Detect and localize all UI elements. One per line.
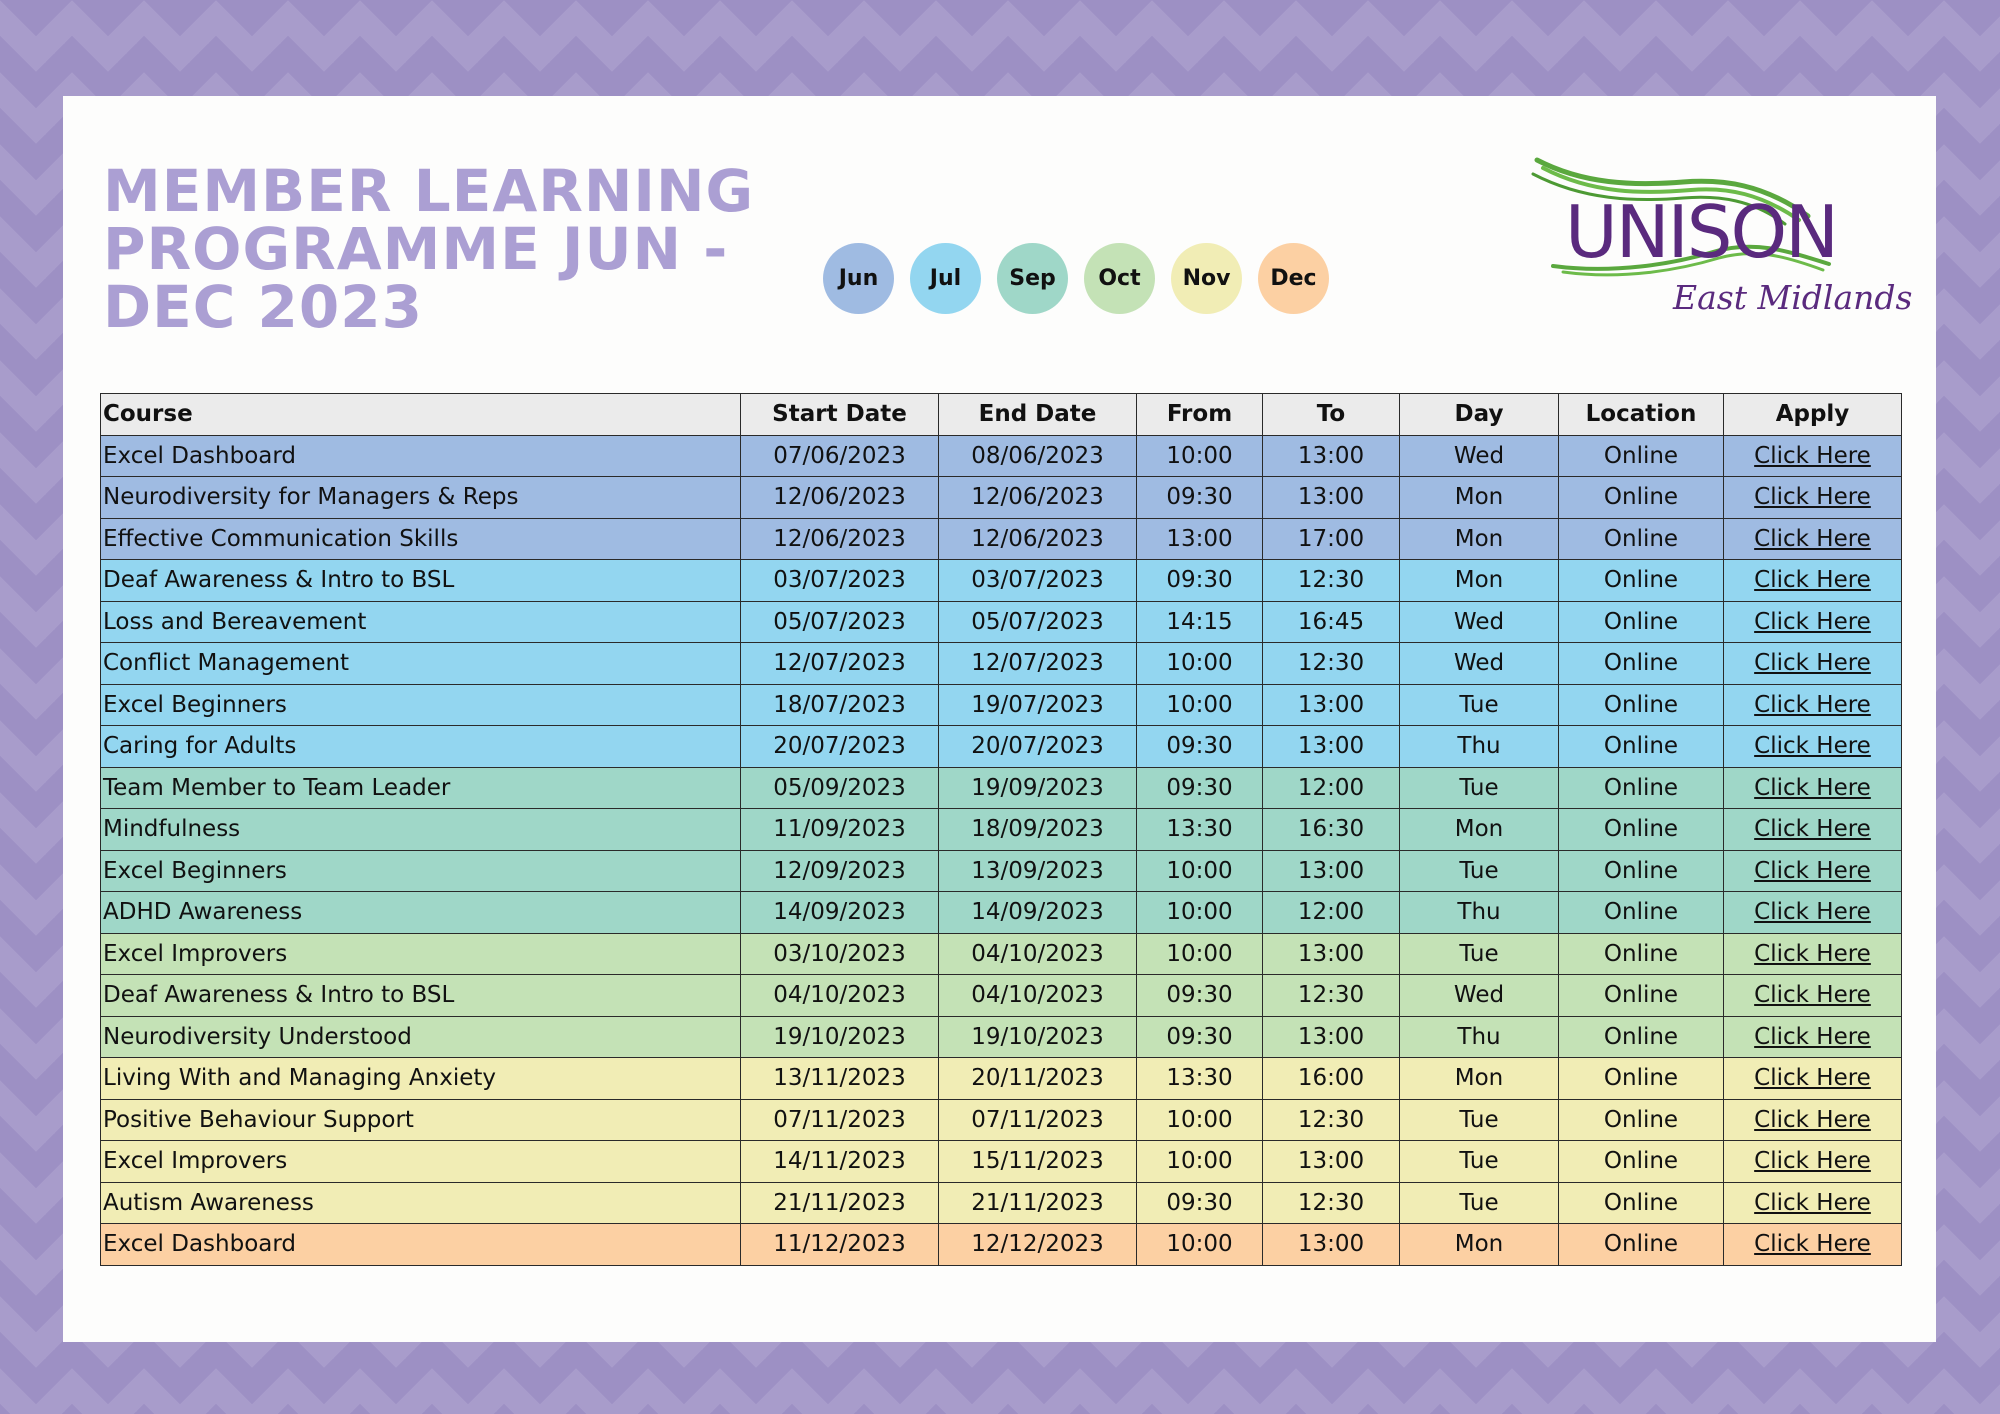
table-row <box>101 975 1902 1017</box>
header-to: To <box>1263 394 1400 436</box>
start-date-cell: 11/09/2023 <box>741 809 939 851</box>
end-date-cell: 12/12/2023 <box>939 1224 1137 1266</box>
course-name-cell: ADHD Awareness <box>101 892 741 934</box>
to-time-cell: 12:30 <box>1263 560 1400 602</box>
month-badge-nov: Nov <box>1171 243 1242 314</box>
course-name-cell: Caring for Adults <box>101 726 741 768</box>
end-date-cell: 13/09/2023 <box>939 850 1137 892</box>
to-time-cell: 16:30 <box>1263 809 1400 851</box>
apply-link[interactable]: Click Here <box>1754 1231 1871 1258</box>
apply-link[interactable]: Click Here <box>1754 1023 1871 1050</box>
month-badge-sep: Sep <box>997 243 1068 314</box>
table-row <box>101 1141 1902 1183</box>
to-time-cell: 17:00 <box>1263 518 1400 560</box>
location-cell: Online <box>1559 809 1724 851</box>
end-date-cell: 03/07/2023 <box>939 560 1137 602</box>
start-date-cell: 04/10/2023 <box>741 975 939 1017</box>
start-date-cell: 12/07/2023 <box>741 643 939 685</box>
day-cell: Mon <box>1400 1224 1559 1266</box>
course-name-cell: Excel Improvers <box>101 1141 741 1183</box>
location-cell: Online <box>1559 726 1724 768</box>
apply-cell <box>1724 726 1902 768</box>
course-name-cell: Deaf Awareness & Intro to BSL <box>101 560 741 602</box>
location-cell: Online <box>1559 684 1724 726</box>
course-name-cell: Excel Beginners <box>101 850 741 892</box>
location-cell: Online <box>1559 643 1724 685</box>
end-date-cell: 05/07/2023 <box>939 601 1137 643</box>
month-badge-dec: Dec <box>1258 243 1329 314</box>
apply-link[interactable]: Click Here <box>1754 774 1871 801</box>
apply-link[interactable]: Click Here <box>1754 1148 1871 1175</box>
end-date-cell: 04/10/2023 <box>939 933 1137 975</box>
apply-cell <box>1724 518 1902 560</box>
start-date-cell: 21/11/2023 <box>741 1182 939 1224</box>
table-row <box>101 518 1902 560</box>
start-date-cell: 11/12/2023 <box>741 1224 939 1266</box>
from-time-cell: 10:00 <box>1137 1224 1263 1266</box>
end-date-cell: 19/07/2023 <box>939 684 1137 726</box>
from-time-cell: 14:15 <box>1137 601 1263 643</box>
course-name-cell: Autism Awareness <box>101 1182 741 1224</box>
header-start-date: Start Date <box>741 394 939 436</box>
from-time-cell: 10:00 <box>1137 684 1263 726</box>
from-time-cell: 13:30 <box>1137 809 1263 851</box>
header-location: Location <box>1559 394 1724 436</box>
table-row <box>101 684 1902 726</box>
from-time-cell: 09:30 <box>1137 477 1263 519</box>
from-time-cell: 09:30 <box>1137 726 1263 768</box>
start-date-cell: 03/10/2023 <box>741 933 939 975</box>
apply-cell <box>1724 975 1902 1017</box>
start-date-cell: 14/11/2023 <box>741 1141 939 1183</box>
apply-link[interactable]: Click Here <box>1754 940 1871 967</box>
end-date-cell: 04/10/2023 <box>939 975 1137 1017</box>
to-time-cell: 13:00 <box>1263 850 1400 892</box>
start-date-cell: 05/09/2023 <box>741 767 939 809</box>
from-time-cell: 10:00 <box>1137 435 1263 477</box>
end-date-cell: 14/09/2023 <box>939 892 1137 934</box>
course-name-cell: Deaf Awareness & Intro to BSL <box>101 975 741 1017</box>
to-time-cell: 12:30 <box>1263 1182 1400 1224</box>
day-cell: Mon <box>1400 809 1559 851</box>
start-date-cell: 07/06/2023 <box>741 435 939 477</box>
apply-link[interactable]: Click Here <box>1754 691 1871 718</box>
table-row <box>101 726 1902 768</box>
day-cell: Mon <box>1400 1058 1559 1100</box>
table-row <box>101 933 1902 975</box>
table-header-row <box>101 394 1902 436</box>
from-time-cell: 09:30 <box>1137 767 1263 809</box>
table-row <box>101 1182 1902 1224</box>
apply-link[interactable]: Click Here <box>1754 525 1871 552</box>
day-cell: Tue <box>1400 684 1559 726</box>
course-name-cell: Living With and Managing Anxiety <box>101 1058 741 1100</box>
to-time-cell: 12:30 <box>1263 643 1400 685</box>
location-cell: Online <box>1559 975 1724 1017</box>
day-cell: Mon <box>1400 518 1559 560</box>
to-time-cell: 12:00 <box>1263 767 1400 809</box>
apply-cell <box>1724 809 1902 851</box>
from-time-cell: 10:00 <box>1137 850 1263 892</box>
day-cell: Tue <box>1400 767 1559 809</box>
location-cell: Online <box>1559 518 1724 560</box>
day-cell: Wed <box>1400 601 1559 643</box>
table-row <box>101 767 1902 809</box>
header-end-date: End Date <box>939 394 1137 436</box>
day-cell: Wed <box>1400 435 1559 477</box>
from-time-cell: 10:00 <box>1137 643 1263 685</box>
apply-cell <box>1724 1099 1902 1141</box>
end-date-cell: 20/11/2023 <box>939 1058 1137 1100</box>
course-name-cell: Neurodiversity for Managers & Reps <box>101 477 741 519</box>
to-time-cell: 13:00 <box>1263 1141 1400 1183</box>
end-date-cell: 07/11/2023 <box>939 1099 1137 1141</box>
course-name-cell: Mindfulness <box>101 809 741 851</box>
end-date-cell: 19/10/2023 <box>939 1016 1137 1058</box>
table-row <box>101 477 1902 519</box>
location-cell: Online <box>1559 850 1724 892</box>
start-date-cell: 12/06/2023 <box>741 477 939 519</box>
day-cell: Thu <box>1400 1016 1559 1058</box>
start-date-cell: 18/07/2023 <box>741 684 939 726</box>
day-cell: Tue <box>1400 850 1559 892</box>
table-row <box>101 601 1902 643</box>
location-cell: Online <box>1559 435 1724 477</box>
start-date-cell: 20/07/2023 <box>741 726 939 768</box>
apply-cell <box>1724 1016 1902 1058</box>
page-title: MEMBER LEARNING PROGRAMME JUN - DEC 2023 <box>103 157 755 341</box>
start-date-cell: 07/11/2023 <box>741 1099 939 1141</box>
to-time-cell: 12:30 <box>1263 975 1400 1017</box>
day-cell: Wed <box>1400 643 1559 685</box>
month-badge-jun: Jun <box>823 243 894 314</box>
end-date-cell: 12/07/2023 <box>939 643 1137 685</box>
location-cell: Online <box>1559 560 1724 602</box>
apply-cell <box>1724 684 1902 726</box>
location-cell: Online <box>1559 1099 1724 1141</box>
table-row <box>101 1099 1902 1141</box>
month-badge-jul: Jul <box>910 243 981 314</box>
location-cell: Online <box>1559 477 1724 519</box>
table-row <box>101 892 1902 934</box>
start-date-cell: 19/10/2023 <box>741 1016 939 1058</box>
from-time-cell: 10:00 <box>1137 933 1263 975</box>
to-time-cell: 13:00 <box>1263 1224 1400 1266</box>
day-cell: Wed <box>1400 975 1559 1017</box>
from-time-cell: 10:00 <box>1137 1141 1263 1183</box>
day-cell: Tue <box>1400 933 1559 975</box>
from-time-cell: 09:30 <box>1137 975 1263 1017</box>
end-date-cell: 21/11/2023 <box>939 1182 1137 1224</box>
table-row <box>101 435 1902 477</box>
location-cell: Online <box>1559 1224 1724 1266</box>
course-table <box>100 393 1902 1266</box>
apply-link[interactable]: Click Here <box>1754 442 1871 469</box>
course-name-cell: Excel Improvers <box>101 933 741 975</box>
from-time-cell: 10:00 <box>1137 892 1263 934</box>
table-row <box>101 643 1902 685</box>
apply-link[interactable]: Click Here <box>1754 899 1871 926</box>
start-date-cell: 13/11/2023 <box>741 1058 939 1100</box>
to-time-cell: 13:00 <box>1263 933 1400 975</box>
course-name-cell: Conflict Management <box>101 643 741 685</box>
month-legend <box>823 243 1329 314</box>
to-time-cell: 13:00 <box>1263 684 1400 726</box>
day-cell: Mon <box>1400 477 1559 519</box>
apply-link[interactable]: Click Here <box>1754 857 1871 884</box>
to-time-cell: 13:00 <box>1263 726 1400 768</box>
apply-cell <box>1724 850 1902 892</box>
location-cell: Online <box>1559 892 1724 934</box>
course-name-cell: Loss and Bereavement <box>101 601 741 643</box>
apply-cell <box>1724 1141 1902 1183</box>
start-date-cell: 12/09/2023 <box>741 850 939 892</box>
day-cell: Tue <box>1400 1099 1559 1141</box>
course-name-cell: Team Member to Team Leader <box>101 767 741 809</box>
end-date-cell: 20/07/2023 <box>939 726 1137 768</box>
unison-logo <box>1523 154 1913 324</box>
from-time-cell: 13:00 <box>1137 518 1263 560</box>
apply-cell <box>1724 892 1902 934</box>
course-name-cell: Effective Communication Skills <box>101 518 741 560</box>
course-name-cell: Excel Beginners <box>101 684 741 726</box>
table-row <box>101 850 1902 892</box>
apply-cell <box>1724 933 1902 975</box>
apply-link[interactable]: Click Here <box>1754 733 1871 760</box>
table-row <box>101 809 1902 851</box>
start-date-cell: 12/06/2023 <box>741 518 939 560</box>
course-name-cell: Excel Dashboard <box>101 1224 741 1266</box>
end-date-cell: 12/06/2023 <box>939 477 1137 519</box>
to-time-cell: 13:00 <box>1263 1016 1400 1058</box>
from-time-cell: 10:00 <box>1137 1099 1263 1141</box>
table-row <box>101 560 1902 602</box>
header-day: Day <box>1400 394 1559 436</box>
day-cell: Thu <box>1400 892 1559 934</box>
from-time-cell: 13:30 <box>1137 1058 1263 1100</box>
location-cell: Online <box>1559 601 1724 643</box>
start-date-cell: 05/07/2023 <box>741 601 939 643</box>
apply-link[interactable]: Click Here <box>1754 608 1871 635</box>
day-cell: Tue <box>1400 1182 1559 1224</box>
apply-cell <box>1724 560 1902 602</box>
apply-cell <box>1724 1058 1902 1100</box>
apply-cell <box>1724 435 1902 477</box>
start-date-cell: 14/09/2023 <box>741 892 939 934</box>
header-from: From <box>1137 394 1263 436</box>
location-cell: Online <box>1559 1141 1724 1183</box>
end-date-cell: 08/06/2023 <box>939 435 1137 477</box>
apply-cell <box>1724 643 1902 685</box>
apply-link[interactable]: Click Here <box>1754 816 1871 843</box>
apply-cell <box>1724 1224 1902 1266</box>
day-cell: Thu <box>1400 726 1559 768</box>
from-time-cell: 09:30 <box>1137 1182 1263 1224</box>
apply-link[interactable]: Click Here <box>1754 1189 1871 1216</box>
header-apply: Apply <box>1724 394 1902 436</box>
table-row <box>101 1016 1902 1058</box>
apply-cell <box>1724 601 1902 643</box>
to-time-cell: 12:00 <box>1263 892 1400 934</box>
course-name-cell: Excel Dashboard <box>101 435 741 477</box>
course-name-cell: Neurodiversity Understood <box>101 1016 741 1058</box>
end-date-cell: 18/09/2023 <box>939 809 1137 851</box>
programme-sheet <box>63 96 1936 1342</box>
apply-cell <box>1724 477 1902 519</box>
start-date-cell: 03/07/2023 <box>741 560 939 602</box>
day-cell: Mon <box>1400 560 1559 602</box>
table-row <box>101 1224 1902 1266</box>
location-cell: Online <box>1559 1182 1724 1224</box>
apply-link[interactable]: Click Here <box>1754 982 1871 1009</box>
course-name-cell: Positive Behaviour Support <box>101 1099 741 1141</box>
logo-subtitle: East Midlands <box>1673 278 1913 317</box>
to-time-cell: 12:30 <box>1263 1099 1400 1141</box>
apply-link[interactable]: Click Here <box>1754 1106 1871 1133</box>
apply-link[interactable]: Click Here <box>1754 1065 1871 1092</box>
to-time-cell: 16:45 <box>1263 601 1400 643</box>
header-course: Course <box>101 394 741 436</box>
apply-link[interactable]: Click Here <box>1754 567 1871 594</box>
apply-link[interactable]: Click Here <box>1754 484 1871 511</box>
month-badge-oct: Oct <box>1084 243 1155 314</box>
location-cell: Online <box>1559 1058 1724 1100</box>
to-time-cell: 13:00 <box>1263 435 1400 477</box>
end-date-cell: 12/06/2023 <box>939 518 1137 560</box>
apply-link[interactable]: Click Here <box>1754 650 1871 677</box>
location-cell: Online <box>1559 767 1724 809</box>
end-date-cell: 15/11/2023 <box>939 1141 1137 1183</box>
from-time-cell: 09:30 <box>1137 1016 1263 1058</box>
location-cell: Online <box>1559 1016 1724 1058</box>
day-cell: Tue <box>1400 1141 1559 1183</box>
location-cell: Online <box>1559 933 1724 975</box>
apply-cell <box>1724 767 1902 809</box>
logo-name: UNISON <box>1565 190 1838 274</box>
table-row <box>101 1058 1902 1100</box>
from-time-cell: 09:30 <box>1137 560 1263 602</box>
end-date-cell: 19/09/2023 <box>939 767 1137 809</box>
to-time-cell: 16:00 <box>1263 1058 1400 1100</box>
apply-cell <box>1724 1182 1902 1224</box>
to-time-cell: 13:00 <box>1263 477 1400 519</box>
